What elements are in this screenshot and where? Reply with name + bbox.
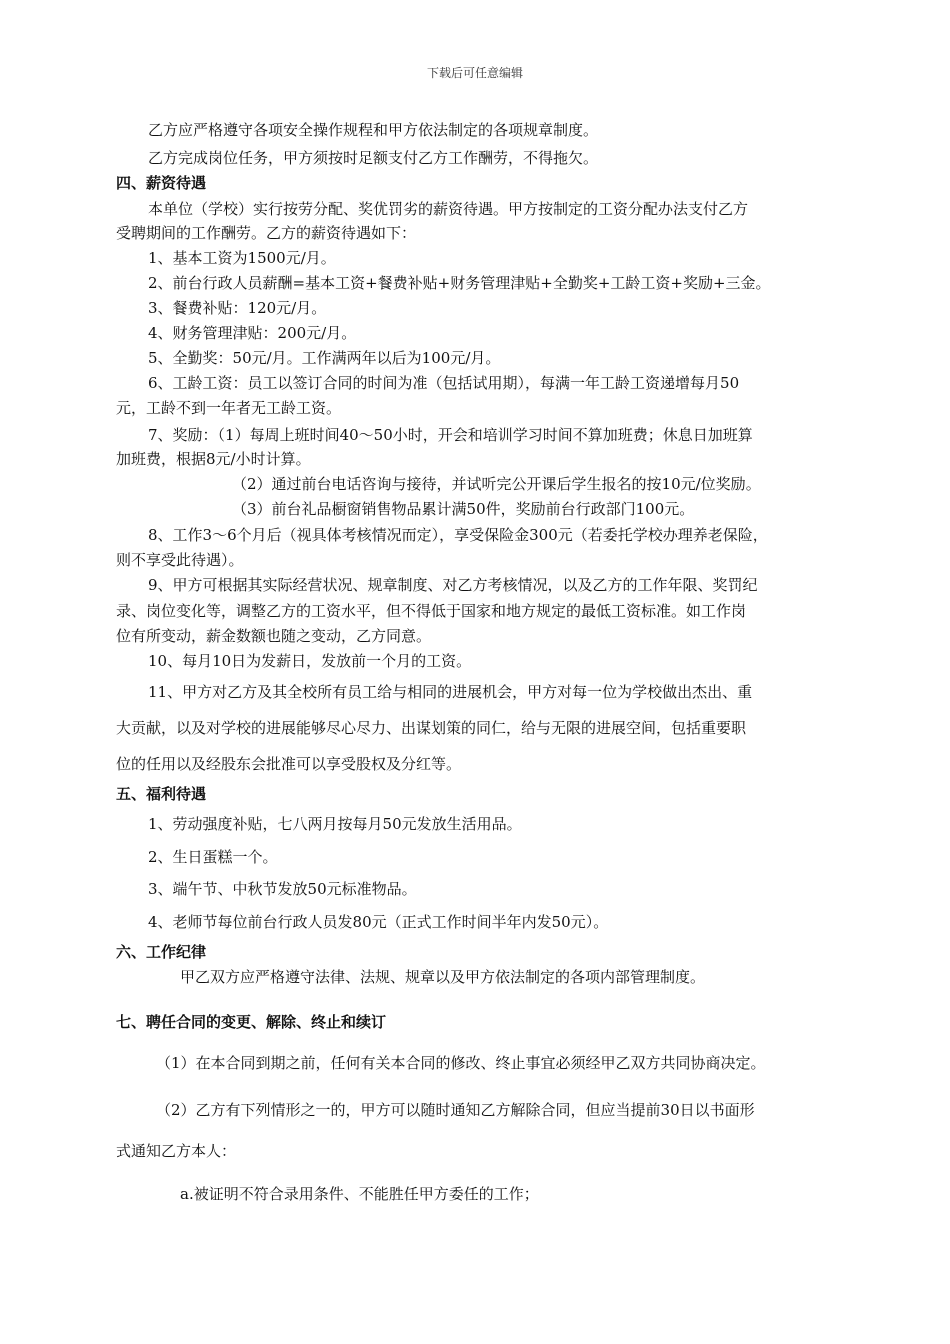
text-line: （2）乙方有下列情形之一的，甲方可以随时通知乙方解除合同，但应当提前30日以书面形 <box>156 1101 755 1119</box>
text-line: （3）前台礼品橱窗销售物品累计满50件，奖励前台行政部门100元。 <box>232 500 695 518</box>
text-line: 式通知乙方本人： <box>116 1142 237 1160</box>
text-line: 7、奖励：（1）每周上班时间40～50小时，开会和培训学习时间不算加班费；休息日加班算 <box>148 426 753 444</box>
text-line: 位有所变动，薪金数额也随之变动，乙方同意。 <box>116 627 432 645</box>
section-heading: 五、福利待遇 <box>116 785 207 803</box>
text-line: 5、全勤奖：50元/月。工作满两年以后为100元/月。 <box>148 349 501 367</box>
text-line: 乙方完成岗位任务，甲方须按时足额支付乙方工作酬劳，不得拖欠。 <box>148 149 599 167</box>
text-line: 元，工龄不到一年者无工龄工资。 <box>116 399 342 417</box>
section-heading: 七、聘任合同的变更、解除、终止和续订 <box>116 1013 387 1031</box>
text-line: 2、生日蛋糕一个。 <box>148 848 278 866</box>
text-line: 8、工作3～6个月后（视具体考核情况而定），享受保险金300元（若委托学校办理养老保险， <box>148 526 768 544</box>
text-line: 则不享受此待遇）。 <box>116 551 244 569</box>
text-line: 1、基本工资为1500元/月。 <box>148 249 336 267</box>
text-line: 6、工龄工资：员工以签订合同的时间为准（包括试用期），每满一年工龄工资递增每月50 <box>148 374 740 392</box>
text-line: （1）在本合同到期之前，任何有关本合同的修改、终止事宜必须经甲乙双方共同协商决定。 <box>156 1054 766 1072</box>
text-line: 受聘期间的工作酬劳。乙方的薪资待遇如下： <box>116 224 417 242</box>
text-line: a.被证明不符合录用条件、不能胜任甲方委任的工作； <box>180 1185 539 1203</box>
text-line: 位的任用以及经股东会批准可以享受股权及分红等。 <box>116 755 462 773</box>
text-line: 乙方应严格遵守各项安全操作规程和甲方依法制定的各项规章制度。 <box>148 121 599 139</box>
section-heading: 六、工作纪律 <box>116 943 207 961</box>
text-line: 大贡献，以及对学校的进展能够尽心尽力、出谋划策的同仁，给与无限的进展空间，包括重要职 <box>116 719 747 737</box>
text-line: 3、餐费补贴：120元/月。 <box>148 299 327 317</box>
text-line: 9、甲方可根据其实际经营状况、规章制度、对乙方考核情况，以及乙方的工作年限、奖罚纪 <box>148 576 758 594</box>
text-line: 10、每月10日为发薪日，发放前一个月的工资。 <box>148 652 472 670</box>
section-heading: 四、薪资待遇 <box>116 174 207 192</box>
text-line: 2、前台行政人员薪酬=基本工资+餐费补贴+财务管理津贴+全勤奖+工龄工资+奖励+三金。 <box>148 274 771 292</box>
text-line: （2）通过前台电话咨询与接待，并试听完公开课后学生报名的按10元/位奖励。 <box>232 475 761 493</box>
text-line: 3、端午节、中秋节发放50元标准物品。 <box>148 880 417 898</box>
text-line: 本单位（学校）实行按劳分配、奖优罚劣的薪资待遇。甲方按制定的工资分配办法支付乙方 <box>148 200 749 218</box>
text-line: 4、老师节每位前台行政人员发80元（正式工作时间半年内发50元）。 <box>148 913 609 931</box>
text-line: 11、甲方对乙方及其全校所有员工给与相同的进展机会，甲方对每一位为学校做出杰出、重 <box>148 683 753 701</box>
text-line: 录、岗位变化等，调整乙方的工资水平，但不得低于国家和地方规定的最低工资标准。如工作岗 <box>116 602 747 620</box>
page-header: 下载后可任意编辑 <box>426 66 523 80</box>
text-line: 甲乙双方应严格遵守法律、法规、规章以及甲方依法制定的各项内部管理制度。 <box>180 968 706 986</box>
text-line: 加班费，根据8元/小时计算。 <box>116 450 311 468</box>
text-line: 1、劳动强度补贴，七八两月按每月50元发放生活用品。 <box>148 815 522 833</box>
text-line: 4、财务管理津贴：200元/月。 <box>148 324 357 342</box>
